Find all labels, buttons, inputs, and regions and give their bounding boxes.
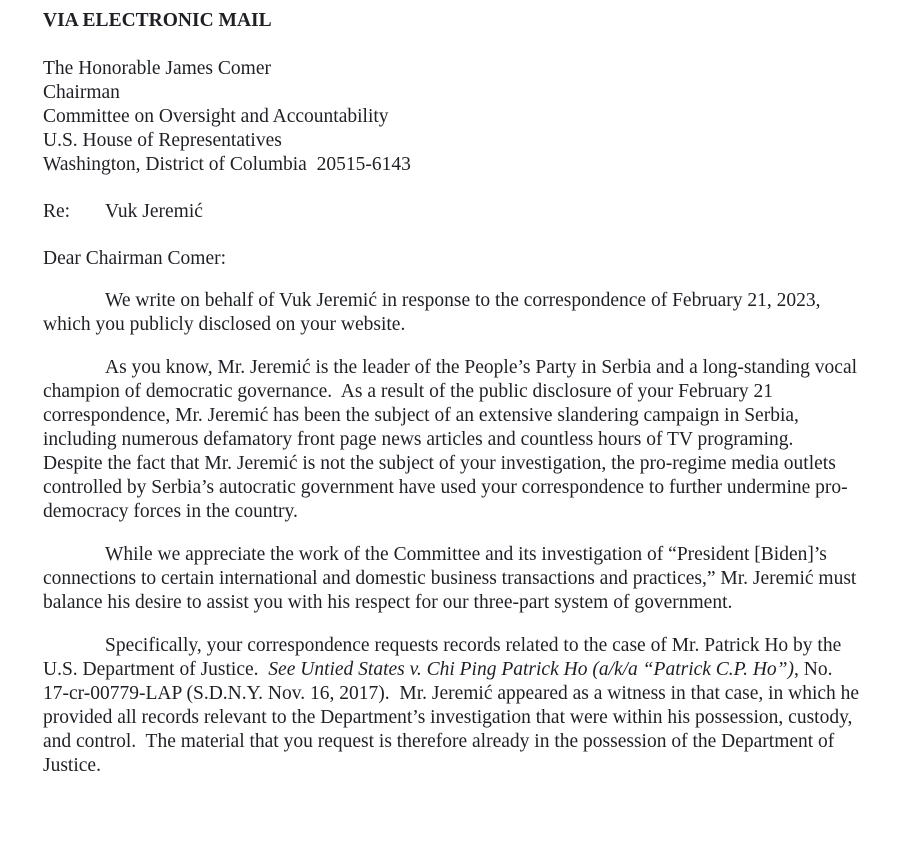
reference-label: Re:	[43, 201, 71, 222]
paragraph-text: As you know, Mr. Jeremić is the leader of the People’s Party in Serbia and a long-standing vocal champion of democratic governance. As a result of the public disclosure of your February 21 correspondence, Mr. Jeremić has been the subject of an extensive slandering campaign in Serbia, including numerous defamatory front page news articles and countless hours of TV programing. Despite the fact that Mr. Jeremić is not the subject of your investigation, the pro-regime media outlets controlled by Serbia’s autocratic government have used your correspondence to further undermine pro-democracy forces in the country.	[43, 357, 862, 522]
body-paragraph	[43, 543, 862, 615]
body-paragraph	[43, 289, 862, 337]
recipient-address	[43, 57, 862, 177]
paragraph-text: , No. 17-cr-00779-LAP (S.D.N.Y. Nov. 16, 2017). Mr. Jeremić appeared as a witness in that case, in which he provided all records relevant to the Department’s investigation that were within his possession, custody, and control. The material that you request is therefore already in the possession of the Department of Justice.	[43, 659, 864, 776]
body-paragraph	[43, 634, 862, 778]
address-line-city: Washington, District of Columbia 20515-6143	[43, 154, 411, 175]
address-line-name: The Honorable James Comer	[43, 58, 271, 79]
paragraph-text: Specifically, your correspondence requests records related to the case of Mr. Patrick Ho by the U.S. Department of Justice.	[43, 635, 847, 680]
body-paragraph	[43, 356, 862, 524]
reference-line	[43, 200, 862, 224]
address-line-institution: U.S. House of Representatives	[43, 130, 282, 151]
address-line-committee: Committee on Oversight and Accountability	[43, 106, 389, 127]
paragraph-text: While we appreciate the work of the Committee and its investigation of “President [Biden]’s connections to certain international and domestic business transactions and practices,” Mr. Jeremić must balance his desire to assist you with his respect for our three-part system of government.	[43, 544, 862, 613]
reference-value: Vuk Jeremić	[105, 201, 203, 222]
case-citation: See Untied States v. Chi Ping Patrick Ho (a/k/a “Patrick C.P. Ho”)	[268, 659, 794, 680]
address-line-title: Chairman	[43, 82, 120, 103]
paragraph-text: We write on behalf of Vuk Jeremić in response to the correspondence of February 21, 2023, which you publicly disclosed on your website.	[43, 290, 826, 335]
salutation: Dear Chairman Comer:	[43, 248, 227, 269]
letter-body	[43, 289, 862, 778]
delivery-method: VIA ELECTRONIC MAIL	[43, 10, 272, 31]
